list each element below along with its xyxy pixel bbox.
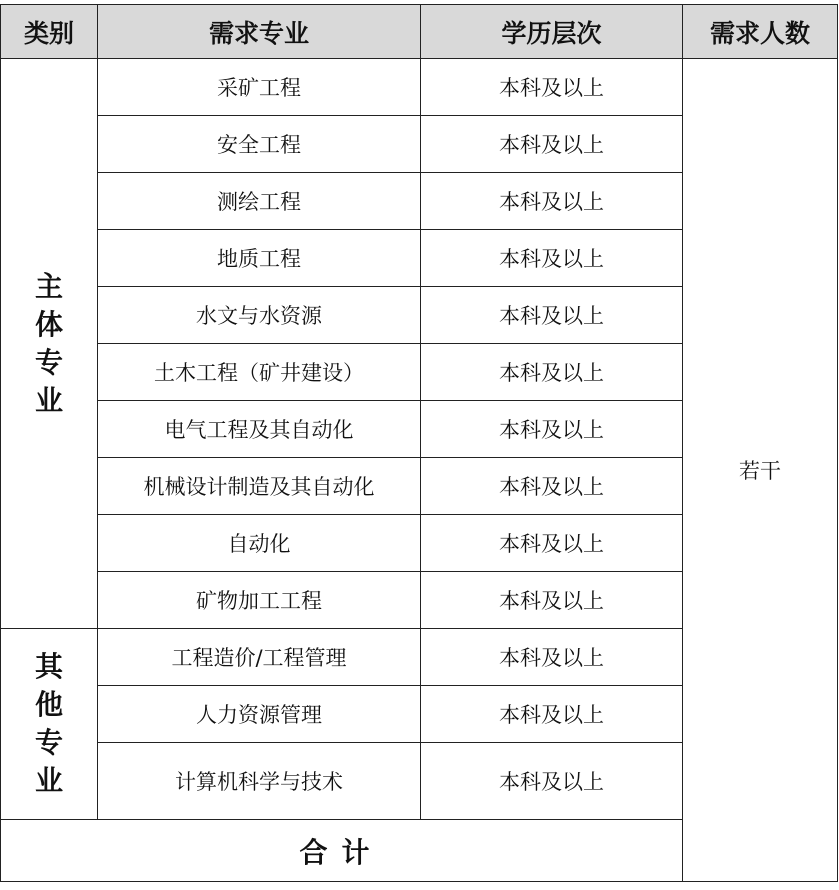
header-category: 类别 xyxy=(1,5,98,59)
category-char: 他 xyxy=(34,688,63,721)
education-cell: 本科及以上 xyxy=(421,230,683,287)
major-cell: 地质工程 xyxy=(98,230,421,287)
category-char: 业 xyxy=(34,764,63,797)
total-label: 合计 xyxy=(1,820,683,882)
header-major: 需求专业 xyxy=(98,5,421,59)
major-cell: 采矿工程 xyxy=(98,59,421,116)
major-cell: 测绘工程 xyxy=(98,173,421,230)
education-cell: 本科及以上 xyxy=(421,173,683,230)
education-cell: 本科及以上 xyxy=(421,116,683,173)
major-cell: 机械设计制造及其自动化 xyxy=(98,458,421,515)
major-cell: 自动化 xyxy=(98,515,421,572)
category-char: 专 xyxy=(34,345,63,379)
header-row xyxy=(1,5,838,59)
category-char: 其 xyxy=(34,650,63,683)
education-cell: 本科及以上 xyxy=(421,344,683,401)
major-cell: 土木工程（矿井建设） xyxy=(98,344,421,401)
education-cell: 本科及以上 xyxy=(421,629,683,686)
recruitment-table xyxy=(0,4,838,882)
major-cell: 工程造价/工程管理 xyxy=(98,629,421,686)
education-cell: 本科及以上 xyxy=(421,572,683,629)
major-cell: 安全工程 xyxy=(98,116,421,173)
education-cell: 本科及以上 xyxy=(421,401,683,458)
education-cell: 本科及以上 xyxy=(421,515,683,572)
category-char: 专 xyxy=(34,726,63,759)
category-char: 主 xyxy=(34,269,63,303)
major-cell: 水文与水资源 xyxy=(98,287,421,344)
table-row xyxy=(1,59,838,116)
education-cell: 本科及以上 xyxy=(421,59,683,116)
education-cell: 本科及以上 xyxy=(421,743,683,820)
major-cell: 矿物加工工程 xyxy=(98,572,421,629)
category-cell xyxy=(1,59,98,629)
header-education: 学历层次 xyxy=(421,5,683,59)
count-cell: 若干 xyxy=(683,59,838,882)
major-cell: 计算机科学与技术 xyxy=(98,743,421,820)
education-cell: 本科及以上 xyxy=(421,686,683,743)
education-cell: 本科及以上 xyxy=(421,287,683,344)
category-cell xyxy=(1,629,98,820)
education-cell: 本科及以上 xyxy=(421,458,683,515)
major-cell: 电气工程及其自动化 xyxy=(98,401,421,458)
category-char: 业 xyxy=(34,383,63,417)
category-char: 体 xyxy=(34,307,63,341)
table-body xyxy=(1,59,838,882)
header-count: 需求人数 xyxy=(683,5,838,59)
major-cell: 人力资源管理 xyxy=(98,686,421,743)
